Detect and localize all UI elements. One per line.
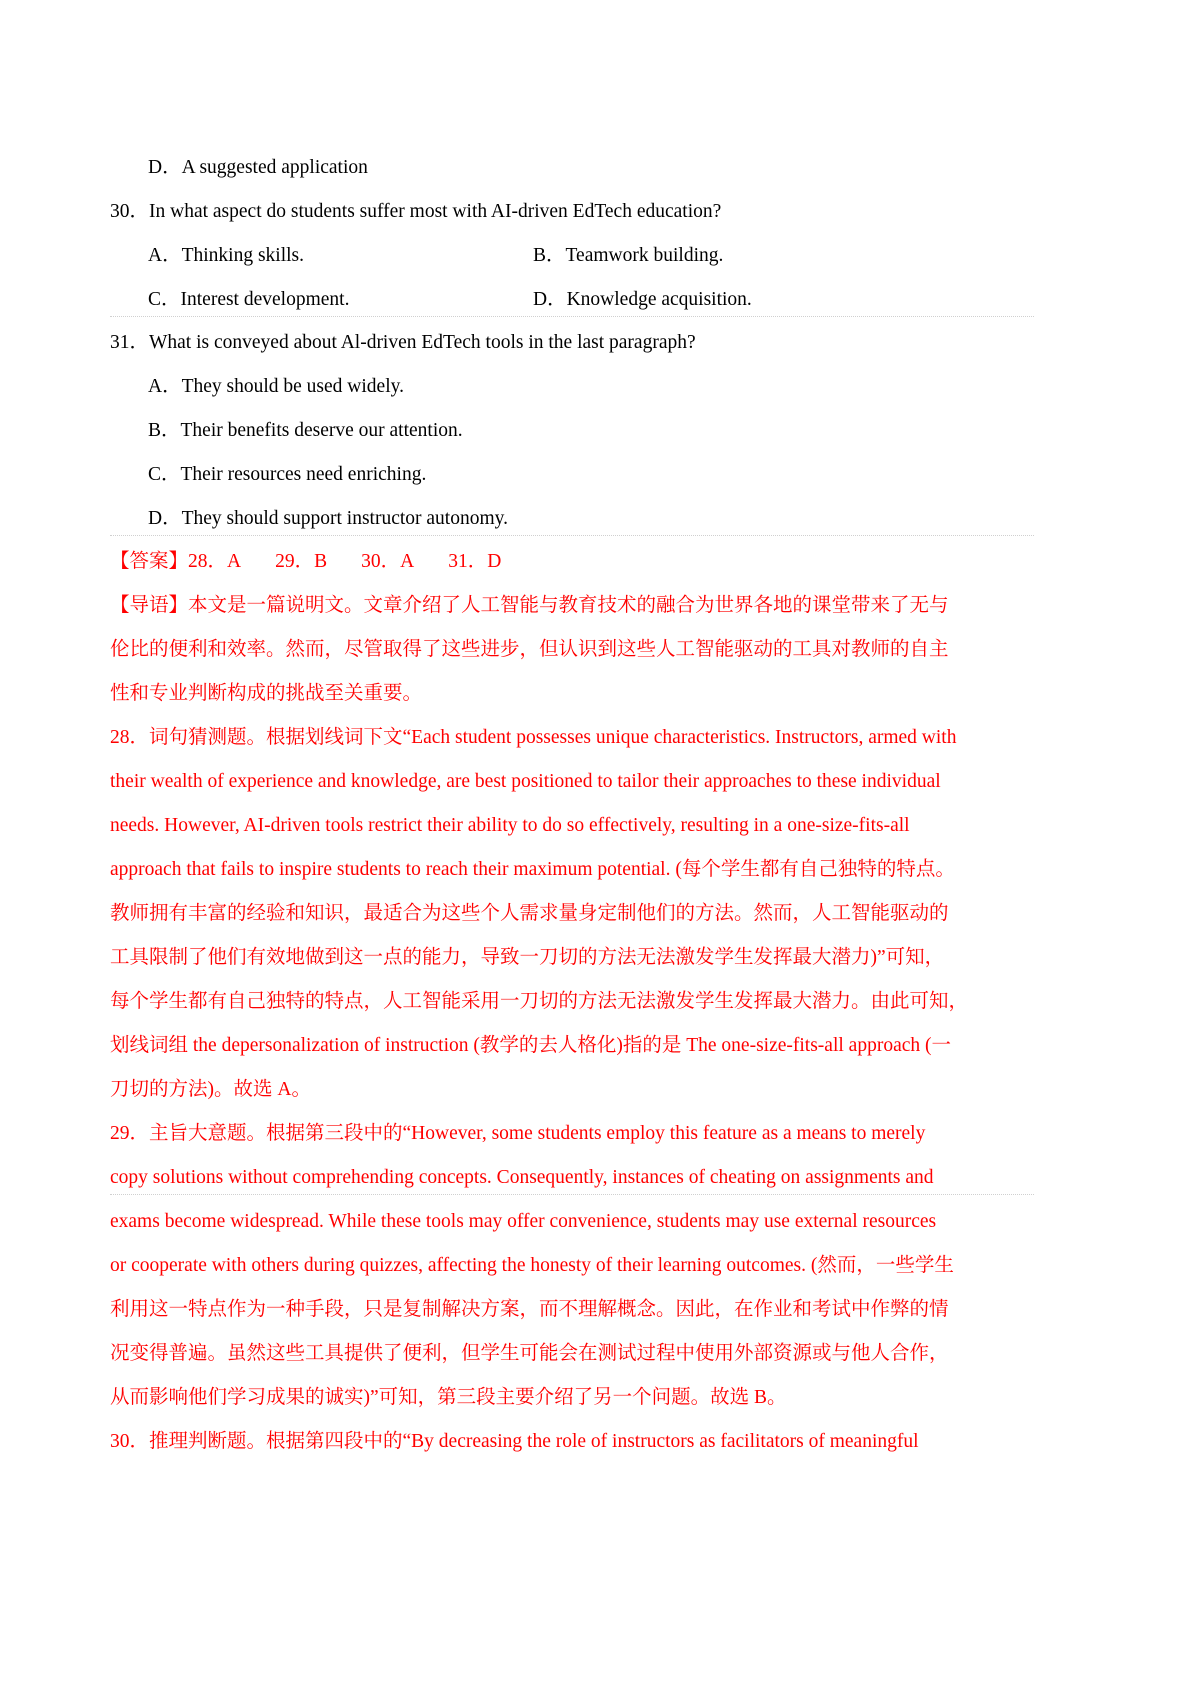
- explanation-29-line: 从而影响他们学习成果的诚实)”可知，第三段主要介绍了另一个问题。故选 B。: [110, 1387, 787, 1408]
- explanation-28-line: 工具限制了他们有效地做到这一点的能力，导致一刀切的方法无法激发学生发挥最大潜力)”可知，: [110, 947, 945, 968]
- answer-item: 30．A: [361, 551, 415, 572]
- explanation-28-line: approach that fails to inspire students to reach their maximum potential. (每个学生都有自己独特的特点。: [110, 859, 955, 880]
- q30-option-b: B．Teamwork building.: [533, 245, 724, 266]
- explanation-29-line: or cooperate with others during quizzes, affecting the honesty of their learning outcomes. (然而，一些学生: [110, 1255, 954, 1276]
- q31-option-a: A．They should be used widely.: [148, 376, 404, 397]
- q30-stem: 30．In what aspect do students suffer most with AI-driven EdTech education?: [110, 201, 722, 222]
- q31-option-b: B．Their benefits deserve our attention.: [148, 420, 463, 441]
- explanation-29-line: exams become widespread. While these tools may offer convenience, students may use external resources: [110, 1211, 937, 1232]
- explanation-28-line: 教师拥有丰富的经验和知识，最适合为这些个人需求量身定制他们的方法。然而，人工智能驱动的: [110, 903, 949, 924]
- q31-option-d: D．They should support instructor autonomy.: [148, 508, 508, 529]
- explanation-28-line: their wealth of experience and knowledge, are best positioned to tailor their approaches to these individual: [110, 771, 941, 792]
- answer-item: 28．A: [188, 551, 242, 572]
- q31-option-c: C．Their resources need enriching.: [148, 464, 427, 485]
- answer-item: 31．D: [448, 551, 502, 572]
- explanation-29-line: 29．主旨大意题。根据第三段中的“However, some students employ this feature as a means to merely: [110, 1123, 926, 1144]
- answer-label: 【答案】: [110, 551, 189, 572]
- intro-line: 【导语】本文是一篇说明文。文章介绍了人工智能与教育技术的融合为世界各地的课堂带来了无与: [110, 595, 949, 616]
- explanation-28-line: needs. However, AI-driven tools restrict their ability to do so effectively, resulting in a one-size-fits-all: [110, 815, 910, 836]
- answer-key: [110, 548, 501, 576]
- explanation-29-line: 利用这一特点作为一种手段，只是复制解决方案，而不理解概念。因此，在作业和考试中作弊的情: [110, 1299, 949, 1320]
- divider: [110, 535, 1034, 536]
- explanation-28-line: 每个学生都有自己独特的特点，人工智能采用一刀切的方法无法激发学生发挥最大潜力。由此可知，: [110, 991, 969, 1012]
- explanation-28-line: 刀切的方法)。故选 A。: [110, 1079, 311, 1100]
- explanation-29-line: 况变得普遍。虽然这些工具提供了便利，但学生可能会在测试过程中使用外部资源或与他人合作，: [110, 1343, 949, 1364]
- q30-option-a: A．Thinking skills.: [148, 245, 305, 266]
- divider: [110, 1194, 1034, 1195]
- intro-line: 性和专业判断构成的挑战至关重要。: [110, 683, 423, 704]
- divider: [110, 316, 1034, 317]
- q29-option-d: D．A suggested application: [148, 157, 368, 178]
- q30-option-d: D．Knowledge acquisition.: [533, 289, 752, 310]
- answer-item: 29．B: [275, 551, 328, 572]
- explanation-28-line: 划线词组 the depersonalization of instruction (教学的去人格化)指的是 The one-size-fits-all approach (一: [110, 1035, 951, 1056]
- q30-option-c: C．Interest development.: [148, 289, 350, 310]
- intro-line: 伦比的便利和效率。然而，尽管取得了这些进步，但认识到这些人工智能驱动的工具对教师的自主: [110, 639, 949, 660]
- explanation-29-line: copy solutions without comprehending concepts. Consequently, instances of cheating on assignments and: [110, 1167, 934, 1188]
- q31-stem: 31．What is conveyed about Al-driven EdTech tools in the last paragraph?: [110, 332, 696, 353]
- explanation-30-line: 30．推理判断题。根据第四段中的“By decreasing the role of instructors as facilitators of meaningful: [110, 1431, 919, 1452]
- explanation-28-line: 28．词句猜测题。根据划线词下文“Each student possesses unique characteristics. Instructors, armed with: [110, 727, 957, 748]
